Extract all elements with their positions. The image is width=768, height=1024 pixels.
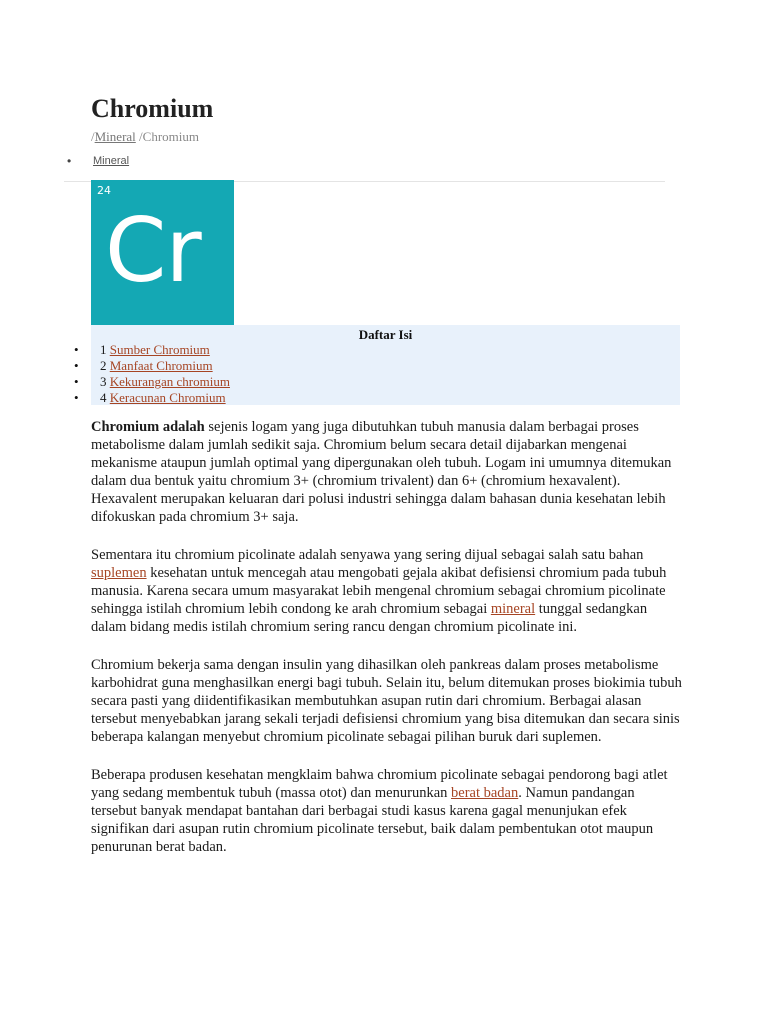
- link-mineral[interactable]: mineral: [490, 601, 536, 617]
- page-title: Chromium: [91, 94, 214, 123]
- paragraph-text: Beberapa produsen kesehatan mengklaim bahwa chromium picolinate sebagai pendorong bagi atlet yang sedang membentuk tubuh (massa otot) dan menurunkan: [91, 767, 668, 801]
- category-link-mineral[interactable]: Mineral: [93, 155, 130, 167]
- breadcrumb-current: Chromium: [142, 129, 199, 144]
- link-berat-badan[interactable]: berat badan: [451, 785, 519, 801]
- article-paragraph-3: [91, 656, 683, 746]
- breadcrumb-separator: /: [91, 129, 95, 144]
- article-paragraph-2: [91, 546, 683, 636]
- article-paragraph-4: [91, 766, 683, 856]
- paragraph-text: tunggal sedangkan dalam bidang medis istilah chromium sering rancu dengan chromium picolinate ini.: [91, 601, 648, 635]
- toc-item-number: 4: [100, 390, 107, 405]
- element-symbol: Cr: [105, 199, 201, 302]
- article-body: [91, 418, 683, 876]
- category-item: [64, 151, 665, 171]
- toc-item: [74, 358, 230, 374]
- toc-item: [74, 390, 230, 406]
- toc-item-number: 3: [100, 374, 107, 389]
- toc-link-sumber-chromium[interactable]: Sumber Chromium: [109, 342, 210, 357]
- toc-item-number: 1: [100, 342, 107, 357]
- lead-term: Chromium adalah: [91, 419, 205, 435]
- toc-title: Daftar Isi: [358, 327, 413, 342]
- toc-item: [74, 374, 230, 390]
- toc-link-manfaat-chromium[interactable]: Manfaat Chromium: [109, 358, 213, 373]
- article-paragraph-1: [91, 418, 683, 526]
- breadcrumb-link-mineral[interactable]: Mineral: [94, 129, 136, 144]
- breadcrumb: [91, 129, 199, 145]
- toc-list: [74, 342, 230, 406]
- toc-item: [74, 342, 230, 358]
- toc-item-number: 2: [100, 358, 107, 373]
- breadcrumb-separator: /: [135, 129, 143, 144]
- link-suplemen[interactable]: suplemen: [91, 565, 147, 581]
- paragraph-text: Chromium bekerja sama dengan insulin yang dihasilkan oleh pankreas dalam proses metabolisme karbohidrat guna menghasilkan energi bagi tubuh. Selain itu, belum ditemukan proses biokimia tubuh secara pasti yang diidentifikasikan membutuhkan asupan rutin dari chromium. Berbagai alasan tersebut menyebabkan jarang sekali terjadi defisiensi chromium yang bisa ditemukan dan secara sinis beberapa kalangan menyebut chromium picolinate sebagai pilihan buruk dari suplemen.: [91, 657, 682, 745]
- toc-link-keracunan-chromium[interactable]: Keracunan Chromium: [109, 390, 226, 405]
- paragraph-text: . Namun pandangan tersebut banyak mendapat bantahan dari berbagai studi kasus karena gagal menunjukan efek signifikan dari asupan rutin chromium picolinate tersebut, baik dalam pembentukan otot maupun penurunan berat badan.: [91, 785, 654, 855]
- paragraph-text: Sementara itu chromium picolinate adalah senyawa yang sering dijual sebagai salah satu bahan: [91, 547, 644, 563]
- element-atomic-number: 24: [97, 184, 111, 197]
- paragraph-text: sejenis logam yang juga dibutuhkan tubuh manusia dalam berbagai proses metabolisme dalam jumlah sedikit saja. Chromium belum secara detail dijabarkan mengenai mekanisme ataupun jumlah optimal yang dipergunakan oleh tubuh. Logam ini umumnya ditemukan dalam dua bentuk yaitu chromium 3+ (chromium trivalent) dan 6+ (chromium hexavalent). Hexavalent merupakan keluaran dari polusi industri sehingga dalam bahasan dunia kesehatan lebih difokuskan pada chromium 3+ saja.: [91, 419, 672, 525]
- toc-link-kekurangan-chromium[interactable]: Kekurangan chromium: [109, 374, 230, 389]
- category-list: [64, 151, 665, 182]
- paragraph-text: kesehatan untuk mencegah atau mengobati gejala akibat defisiensi chromium pada tubuh manusia. Karena secara umum masyarakat lebih mengenal chromium sebagai chromium picolinate sehingga istilah chromium lebih condong ke arah chromium sebagai: [91, 565, 667, 617]
- table-of-contents: [91, 325, 680, 405]
- element-tile-image: [91, 180, 234, 325]
